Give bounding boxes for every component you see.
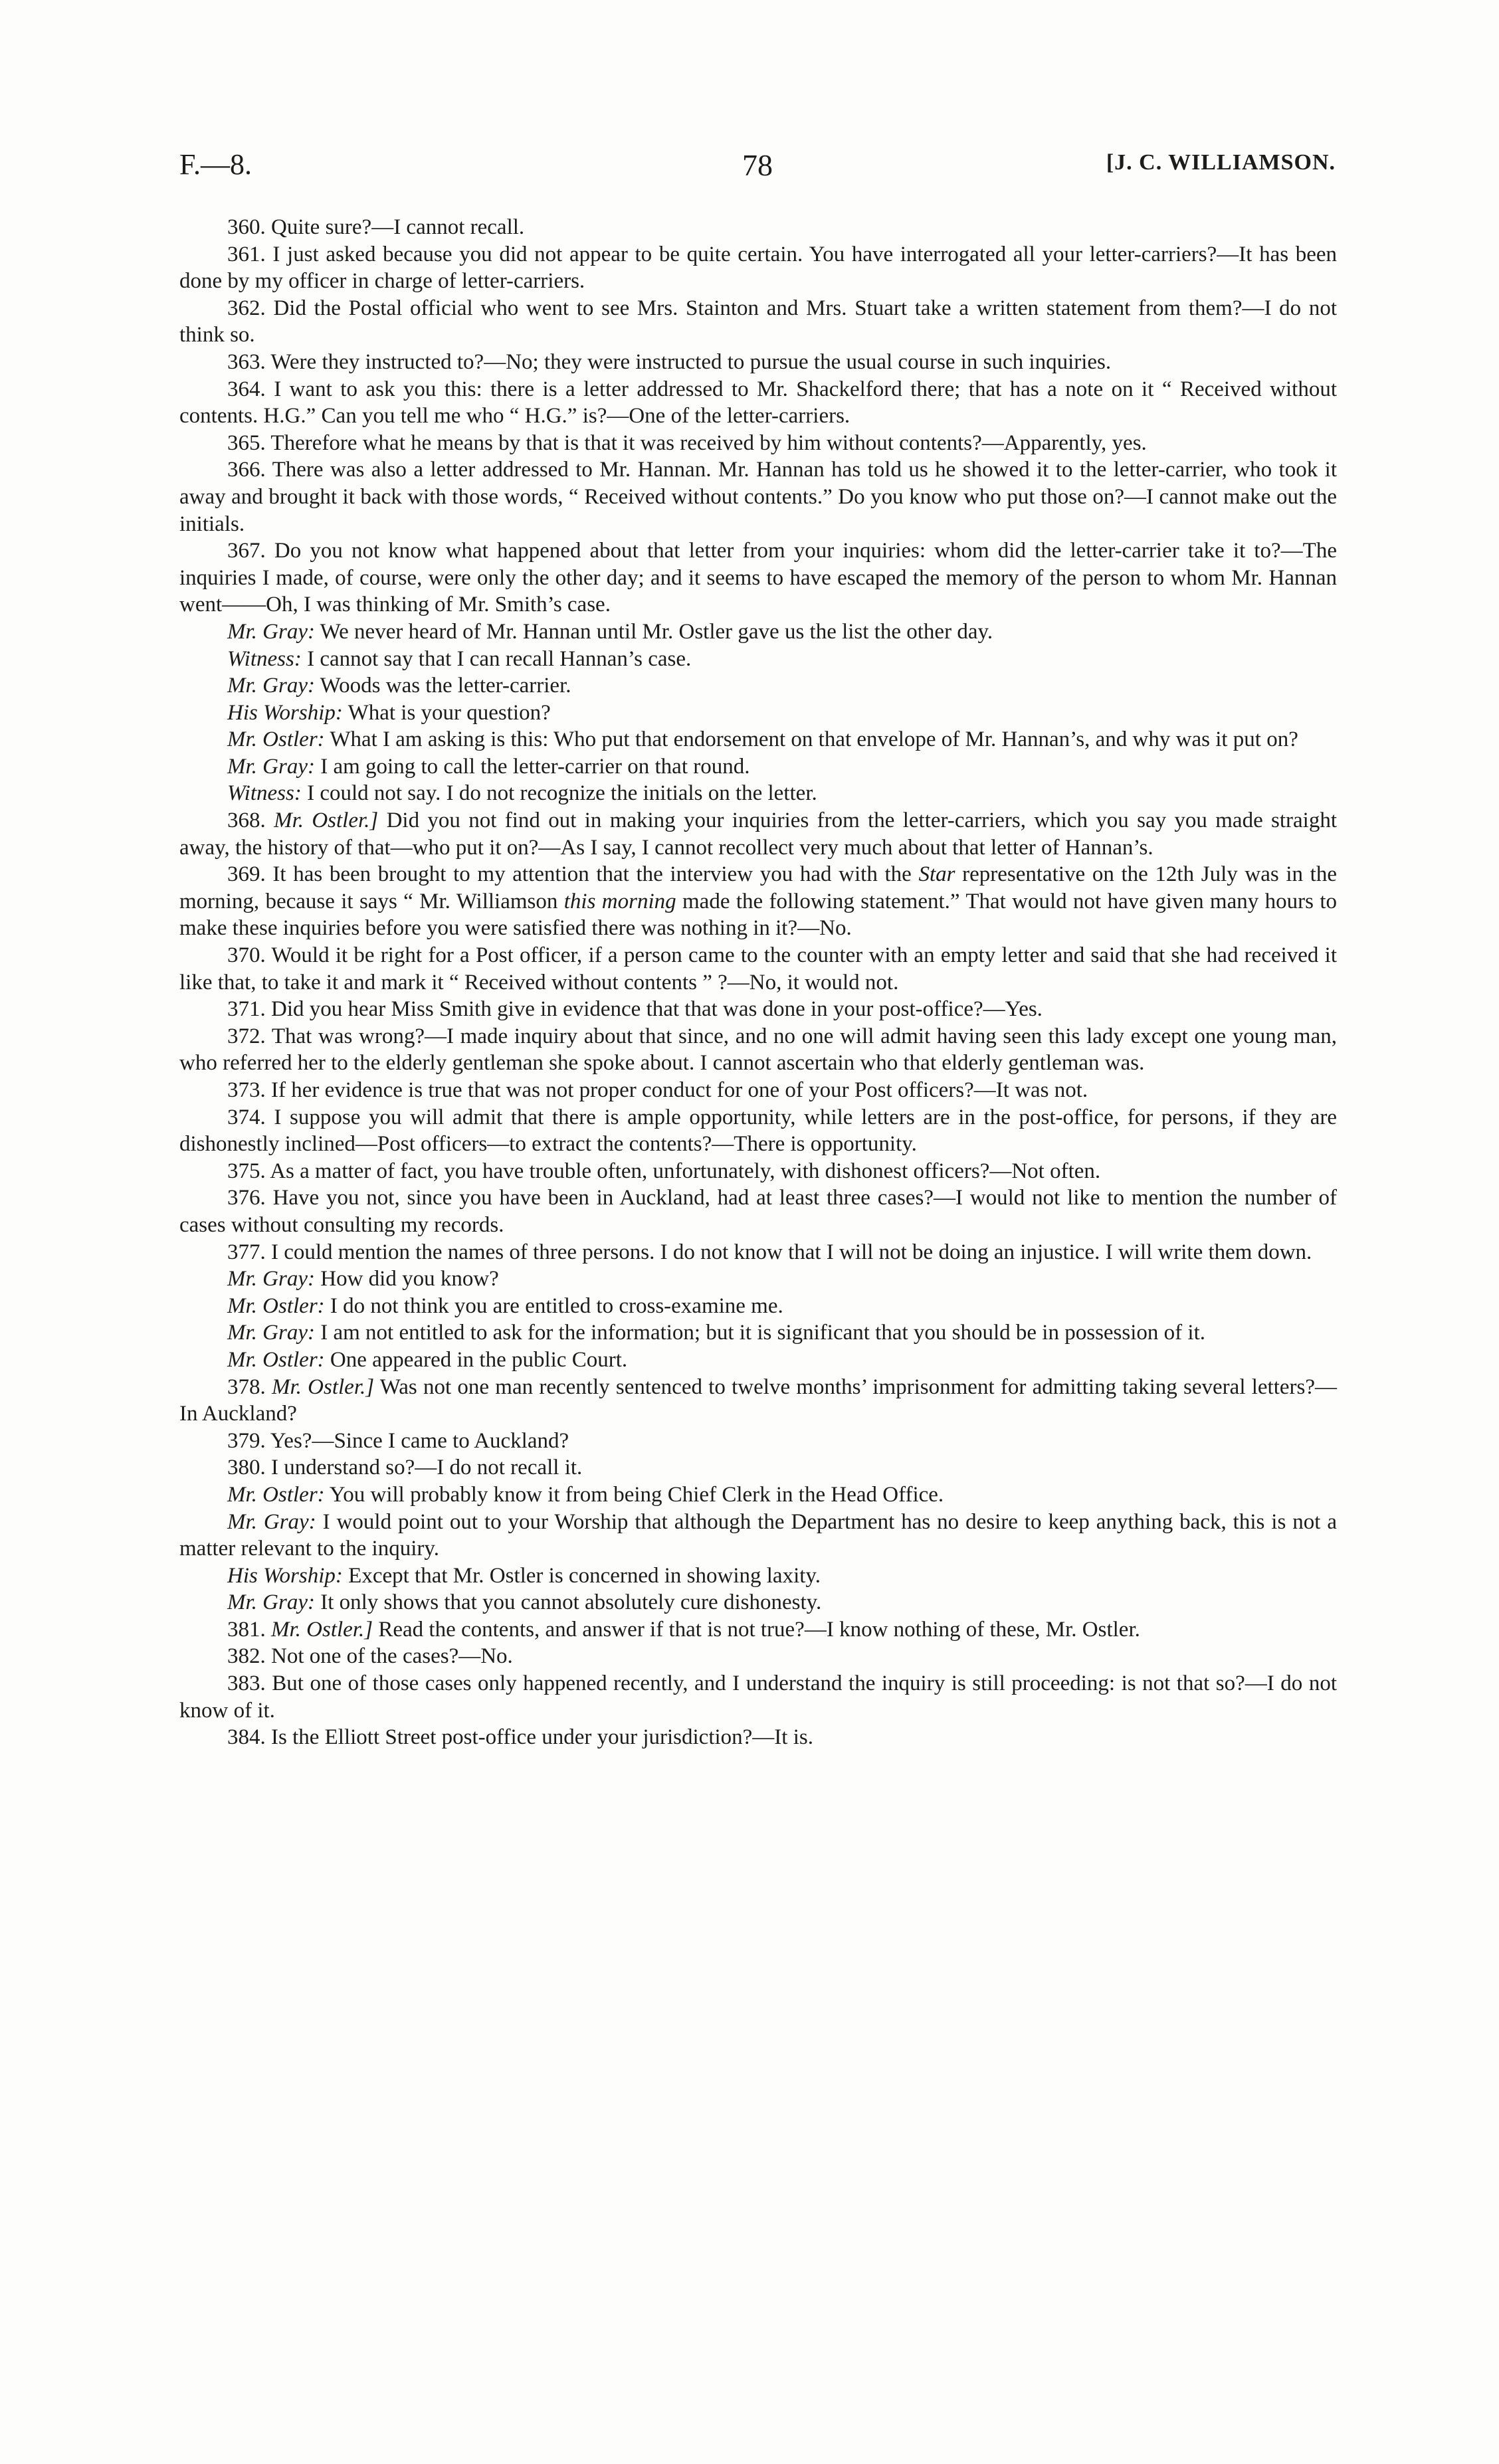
speaker-line: [179, 1266, 1337, 1293]
paragraph-text: Read the contents, and answer if that is not true?—I know nothing of these, Mr. Ostler.: [378, 1617, 1140, 1642]
speaker-line: [179, 1509, 1337, 1563]
question-number: 378.: [227, 1374, 266, 1399]
paragraph-text: I do not think you are entitled to cross-examine me.: [330, 1293, 783, 1318]
page-header: [179, 147, 1336, 194]
speaker-label: Mr. Gray:: [227, 1321, 315, 1345]
paragraph-380: [179, 1454, 1337, 1481]
paragraph-371: [179, 996, 1337, 1023]
paragraph-text: Were they instructed to?—No; they were instructed to pursue the usual course in such inquiries.: [270, 349, 1112, 374]
paragraph-378: [179, 1374, 1337, 1428]
paragraph-372: [179, 1023, 1337, 1077]
question-number: 384.: [227, 1725, 266, 1750]
speaker-line: [179, 618, 1337, 646]
paragraph-text: I am going to call the letter-carrier on that round.: [320, 754, 750, 779]
speaker-label: Mr. Ostler:: [227, 1347, 325, 1372]
paragraph-361: [179, 241, 1337, 295]
paragraph-text: How did you know?: [320, 1267, 499, 1291]
paragraph-377: [179, 1239, 1337, 1266]
paragraph-text: Yes?—Since I came to Auckland?: [270, 1428, 569, 1453]
speaker-line: [179, 1589, 1337, 1616]
question-number: 360.: [227, 215, 266, 239]
paragraph-373: [179, 1077, 1337, 1104]
question-number: 372.: [227, 1024, 266, 1048]
paragraph-text: But one of those cases only happened recently, and I understand the inquiry is still proceeding: is not that so?—I do not know of it.: [179, 1671, 1338, 1723]
paragraph-text: It only shows that you cannot absolutely cure dishonesty.: [320, 1590, 822, 1615]
question-number: 367.: [227, 539, 266, 563]
paragraph-376: [179, 1185, 1337, 1238]
question-number: 383.: [227, 1671, 266, 1696]
paragraph-text: I would point out to your Worship that although the Department has no desire to keep anything back, this is not a matter relevant to the inquiry.: [179, 1509, 1338, 1561]
speaker-line: [179, 672, 1337, 700]
paragraph-364: [179, 376, 1337, 430]
paragraph-360: [179, 214, 1337, 241]
speaker-label: Mr. Gray:: [227, 754, 315, 779]
speaker-label: Mr. Gray:: [227, 1267, 315, 1291]
examiner-label: Mr. Ostler.]: [272, 1374, 375, 1399]
paragraph-text: Was not one man recently sentenced to twelve months’ imprisonment for admitting taking several letters?—In Auckland?: [179, 1374, 1338, 1426]
paragraph-text: I want to ask you this: there is a letter addressed to Mr. Shackelford there; that has a note on it “ Received without contents. H.G.” Can you tell me who “ H.G.” is?—One of the letter-carriers.: [179, 377, 1338, 428]
question-number: 374.: [227, 1105, 266, 1129]
paragraph-384: [179, 1724, 1337, 1751]
question-number: 371.: [227, 997, 266, 1022]
question-number: 364.: [227, 377, 266, 401]
newspaper-name: Star: [918, 862, 955, 887]
question-number: 366.: [227, 458, 266, 482]
paragraph-text: Did the Postal official who went to see Mrs. Stainton and Mrs. Stuart take a written statement from them?—I do not think so.: [179, 296, 1338, 347]
witness-name: [J. C. WILLIAMSON.: [1106, 150, 1336, 175]
paragraph-text: One appeared in the public Court.: [330, 1347, 628, 1372]
paragraph-text: Woods was the letter-carrier.: [320, 674, 571, 698]
question-number: 362.: [227, 296, 266, 320]
paragraph-text: You will probably know it from being Chief Clerk in the Head Office.: [329, 1482, 944, 1507]
question-number: 363.: [227, 349, 266, 374]
paragraph-369: [179, 861, 1337, 942]
speaker-label: Mr. Gray:: [227, 1590, 315, 1615]
emphasis-text: this morning: [563, 889, 676, 913]
paragraph-365: [179, 430, 1337, 457]
paragraph-370: [179, 942, 1337, 996]
speaker-label: Witness:: [227, 781, 302, 806]
paragraph-text: Therefore what he means by that is that it was received by him without contents?—Apparently, yes.: [270, 430, 1147, 455]
paragraph-text: Except that Mr. Ostler is concerned in showing laxity.: [348, 1563, 821, 1588]
speaker-line: [179, 1319, 1337, 1347]
paragraph-367: [179, 537, 1337, 618]
question-number: 375.: [227, 1159, 266, 1183]
question-number: 370.: [227, 943, 266, 968]
examiner-label: Mr. Ostler.]: [274, 808, 379, 833]
paragraph-363: [179, 349, 1337, 376]
paragraph-text: I could mention the names of three persons. I do not know that I will not be doing an injustice. I will write them down.: [271, 1240, 1312, 1264]
speaker-line: [179, 1481, 1337, 1509]
speaker-line: [179, 700, 1337, 727]
question-number: 379.: [227, 1428, 266, 1453]
paragraph-text: Not one of the cases?—No.: [271, 1644, 513, 1669]
paragraph-text: I suppose you will admit that there is ample opportunity, while letters are in the post-office, for persons, if they are dishonestly inclined—Post officers—to extract the contents?—There is opportunity.: [179, 1105, 1338, 1157]
question-number: 380.: [227, 1456, 266, 1480]
speaker-label: His Worship:: [227, 700, 343, 725]
paragraph-text: Do you not know what happened about that letter from your inquiries: whom did the letter-carrier take it to?—The inquiries I made, of course, were only the other day; and it seems to have escaped the memory of the person to whom Mr. Hannan went——Oh, I was thinking of Mr. Smith’s case.: [179, 539, 1337, 617]
paragraph-text: I cannot say that I can recall Hannan’s case.: [307, 646, 692, 671]
question-number: 382.: [227, 1644, 266, 1669]
speaker-label: Mr. Gray:: [227, 619, 315, 644]
paragraph-text: I am not entitled to ask for the information; but it is significant that you should be in possession of it.: [320, 1321, 1205, 1345]
paragraph-text: It has been brought to my attention that the interview you had with the: [272, 862, 912, 887]
question-number: 377.: [227, 1240, 266, 1264]
paragraph-text: There was also a letter addressed to Mr. Hannan. Mr. Hannan has told us he showed it to the letter-carrier, who took it away and brought it back with those words, “ Received without contents.” Do you know who put those on?—I cannot make out the initials.: [179, 458, 1338, 536]
question-number: 373.: [227, 1078, 266, 1102]
paragraph-text: We never heard of Mr. Hannan until Mr. Ostler gave us the list the other day.: [320, 619, 993, 644]
paragraph-379: [179, 1428, 1337, 1455]
speaker-label: Witness:: [227, 646, 302, 671]
speaker-line: [179, 1563, 1337, 1590]
page-number: 78: [742, 148, 773, 182]
paragraph-text: I understand so?—I do not recall it.: [271, 1456, 583, 1480]
speaker-label: Mr. Ostler:: [227, 1293, 325, 1318]
paragraph-381: [179, 1616, 1337, 1644]
question-number: 369.: [227, 862, 266, 887]
paragraph-text: If her evidence is true that was not proper conduct for one of your Post officers?—It was not.: [271, 1078, 1088, 1102]
paragraph-text: representative on the 12th July was in the morning, because it says “ Mr. Williamson: [179, 862, 1338, 913]
speaker-line: [179, 726, 1337, 753]
paragraph-text: What I am asking is this: Who put that endorsement on that envelope of Mr. Hannan’s, and why was it put on?: [330, 727, 1298, 752]
question-number: 365.: [227, 430, 266, 455]
paragraph-text: Did you not find out in making your inquiries from the letter-carriers, which you say you made straight away, the history of that—who put it on?—As I say, I cannot recollect very much about that letter of Hannan’s.: [179, 808, 1338, 860]
paragraph-382: [179, 1643, 1337, 1670]
question-number: 361.: [227, 242, 266, 266]
speaker-label: His Worship:: [227, 1563, 343, 1588]
speaker-line: [179, 753, 1337, 781]
paragraph-text: I just asked because you did not appear to be quite certain. You have interrogated all your letter-carriers?—It has been done by my officer in charge of letter-carriers.: [179, 242, 1337, 294]
speaker-line: [179, 646, 1337, 673]
paragraph-text: Did you hear Miss Smith give in evidence that that was done in your post-office?—Yes.: [271, 997, 1043, 1022]
paragraph-362: [179, 295, 1337, 349]
question-number: 381.: [227, 1617, 266, 1642]
paragraph-375: [179, 1158, 1337, 1185]
paragraph-text: Quite sure?—I cannot recall.: [271, 215, 525, 239]
speaker-line: [179, 1293, 1337, 1320]
speaker-line: [179, 1347, 1337, 1374]
paragraph-text: Have you not, since you have been in Auckland, had at least three cases?—I would not like to mention the number of cases without consulting my records.: [179, 1186, 1338, 1237]
speaker-label: Mr. Gray:: [227, 674, 315, 698]
speaker-line: [179, 780, 1337, 807]
paragraph-text: What is your question?: [348, 700, 551, 725]
paragraph-text: Would it be right for a Post officer, if a person came to the counter with an empty letter and said that she had received it like that, to take it and mark it “ Received without contents ” ?—No, it would not.: [179, 943, 1337, 995]
paragraph-text: I could not say. I do not recognize the initials on the letter.: [307, 781, 817, 806]
document-reference: F.—8.: [179, 148, 252, 181]
paragraph-text: As a matter of fact, you have trouble often, unfortunately, with dishonest officers?—Not often.: [270, 1159, 1101, 1183]
paragraph-368: [179, 807, 1337, 861]
speaker-label: Mr. Ostler:: [227, 1482, 325, 1507]
paragraph-383: [179, 1670, 1337, 1724]
paragraph-text: made the following statement.” That would not have given many hours to make these inquiries before you were satisfied there was nothing in it?—No.: [179, 889, 1337, 941]
question-number: 368.: [227, 808, 266, 833]
paragraph-text: That was wrong?—I made inquiry about that since, and no one will admit having seen this lady except one young man, who referred her to the elderly gentleman she spoke about. I cannot ascertain who that elderly gentleman was.: [179, 1024, 1337, 1076]
paragraph-text: Is the Elliott Street post-office under your jurisdiction?—It is.: [271, 1725, 813, 1750]
speaker-label: Mr. Gray:: [227, 1509, 316, 1534]
speaker-label: Mr. Ostler:: [227, 727, 325, 752]
question-number: 376.: [227, 1186, 266, 1210]
examiner-label: Mr. Ostler.]: [271, 1617, 373, 1642]
paragraph-366: [179, 456, 1337, 537]
transcript-body: [179, 214, 1337, 1751]
paragraph-374: [179, 1104, 1337, 1158]
